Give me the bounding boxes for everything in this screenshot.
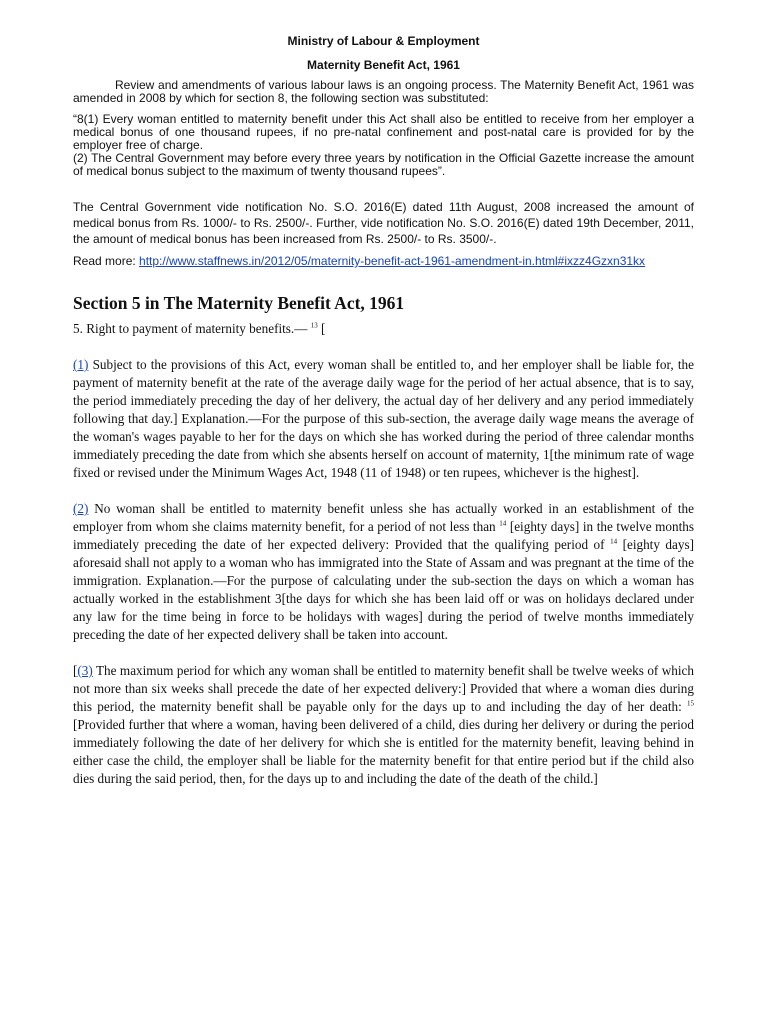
subsection-2-text-b: [eighty days] in the twelve months immediately preceding the date of her expected delivery: Provided that the qualifying period of [73,519,694,552]
subsection-3-prefix: [ [73,663,78,678]
subsection-3-link[interactable]: (3) [77,663,93,678]
subsection-2-text-a: No woman shall be entitled to maternity benefit unless she has actually worked in an establishment of the employer from whom she claims maternity benefit, for a period of not less than [73,501,694,534]
subsection-3-text-b: [Provided further that where a woman, having been delivered of a child, dies during her delivery or during the period immediately following the date of her delivery for which she is entitled for the maternity benefit, leaving behind in either case the child, the employer shall be liable for the maternity benefit for that entire period but if the child also dies during the said period, then, for the days up to and including the date of the death of the child.] [73,717,694,786]
subsection-2-link[interactable]: (2) [73,501,89,516]
section-heading-line [73,320,694,338]
footnote-ref-14a: 14 [499,519,507,528]
section-heading-tail: [ [317,321,326,336]
section-heading-text: 5. Right to payment of maternity benefits.— [73,321,311,336]
subsection-1 [73,356,694,482]
read-more-line [73,255,694,268]
intro-paragraph: Review and amendments of various labour laws is an ongoing process. The Maternity Benefit Act, 1961 was amended in 2008 by which for section 8, the following section was substituted: [73,78,694,105]
footnote-ref-15: 15 [687,699,694,708]
act-title-heading: Maternity Benefit Act, 1961 [307,58,460,72]
read-more-link[interactable]: http://www.staffnews.in/2012/05/maternity-benefit-act-1961-amendment-in.html#ixzz4Gzxn31kx [139,254,646,268]
subsection-3 [73,662,694,788]
subsection-2 [73,500,694,644]
subsection-1-link[interactable]: (1) [73,357,89,372]
read-more-label: Read more: [73,254,140,268]
subsection-3-text-a: The maximum period for which any woman shall be entitled to maternity benefit shall be twelve weeks of which not more than six weeks shall precede the date of her expected delivery:] Provided that where a woman dies during this period, the maternity benefit shall be payable only for the days up to and including the day of her death: [73,663,694,714]
ministry-heading: Ministry of Labour & Employment [287,34,480,48]
quoted-section-8-2: (2) The Central Government may before every three years by notification in the Official Gazette increase the amount of medical bonus subject to the maximum of twenty thousand rupees”. [73,151,694,178]
footnote-ref-13: 13 [310,321,318,330]
subsection-2-text-c: [eighty days] aforesaid shall not apply to a woman who has immigrated into the State of Assam and was pregnant at the time of the immigration. Explanation.—For the purpose of calculating under the sub-section the days on which a woman has actually worked in the establishment 3[the days for which she has been laid off or was on holidays declared under any law for the time being in force to be holidays with wages] during the period of twelve months immediately preceding the date of her expected delivery shall be taken into account. [73,537,695,642]
document-page [73,34,694,788]
quoted-section-8-1: “8(1) Every woman entitled to maternity benefit under this Act shall also be entitled to receive from her employer a medical bonus of one thousand rupees, if no pre-natal confinement and post-natal care is provided for by the employer free of charge. [73,112,694,152]
section-title: Section 5 in The Maternity Benefit Act, 1961 [73,293,405,313]
subsection-1-text: Subject to the provisions of this Act, every woman shall be entitled to, and her employer shall be liable for, the payment of maternity benefit at the rate of the average daily wage for the period of her actual absence, that is to say, the period immediately preceding the day of her delivery, the actual day of her delivery and any period immediately following that day.] Explanation.—For the purpose of this sub-section, the average daily wage means the average of the woman's wages payable to her for the days on which she has worked during the period of three calendar months immediately preceding the date from which she absents herself on account of maternity, 1[the minimum rate of wage fixed or revised under the Minimum Wages Act, 1948 (11 of 1948) or ten rupees, whichever is the highest]. [73,357,694,480]
footnote-ref-14b: 14 [610,537,618,546]
notification-paragraph: The Central Government vide notification No. S.O. 2016(E) dated 11th August, 2008 increased the amount of medical bonus from Rs. 1000/- to Rs. 2500/-. Further, vide notification No. S.O. 2016(E) dated 19th December, 2011, the amount of medical bonus has been increased from Rs. 2500/- to Rs. 3500/-. [73,200,694,246]
